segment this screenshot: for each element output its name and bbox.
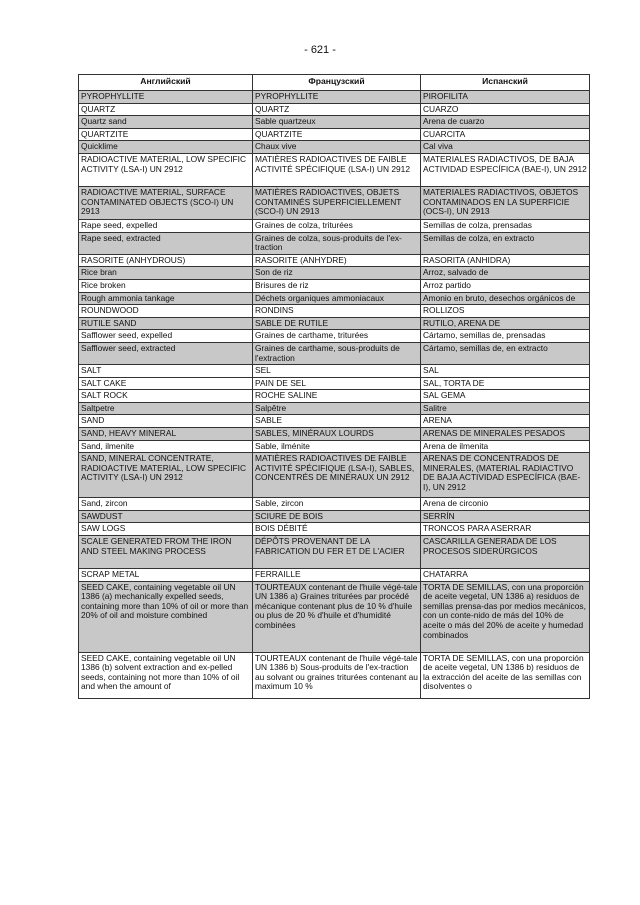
- cell-spanish: Amonio en bruto, desechos orgánicos de: [421, 292, 590, 305]
- table-row: [79, 116, 590, 129]
- terms-table: [78, 74, 590, 699]
- table-row: [79, 536, 590, 569]
- cell-english: Saltpetre: [79, 402, 253, 415]
- cell-spanish: SERRÍN: [421, 510, 590, 523]
- cell-english: SAND, MINERAL CONCENTRATE, RADIOACTIVE MATERIAL, LOW SPECIFIC ACTIVITY (LSA-I) UN 2912: [79, 453, 253, 498]
- table-row: [79, 415, 590, 428]
- cell-french: Graines de carthame, triturées: [253, 330, 421, 343]
- cell-spanish: Salitre: [421, 402, 590, 415]
- cell-french: QUARTZITE: [253, 128, 421, 141]
- cell-french: MATIÈRES RADIOACTIVES DE FAIBLE ACTIVITÉ SPÉCIFIQUE (LSA-I), SABLES, CONCENTRÉS DE MINÉRAUX UN 2912: [253, 453, 421, 498]
- cell-english: Safflower seed, extracted: [79, 342, 253, 364]
- table-row: [79, 342, 590, 364]
- cell-french: Déchets organiques ammoniacaux: [253, 292, 421, 305]
- cell-french: Graines de colza, sous-produits de l'ex-traction: [253, 232, 421, 254]
- cell-english: Safflower seed, expelled: [79, 330, 253, 343]
- cell-english: SEED CAKE, containing vegetable oil UN 1386 (b) solvent extraction and ex-pelled seeds, containing not more than 10% of oil and when the amount of: [79, 652, 253, 698]
- cell-spanish: Arena de circonio: [421, 498, 590, 511]
- cell-french: MATIÈRES RADIOACTIVES DE FAIBLE ACTIVITÉ SPÉCIFIQUE (LSA-I) UN 2912: [253, 153, 421, 186]
- table-row: [79, 428, 590, 441]
- cell-english: QUARTZ: [79, 103, 253, 116]
- cell-french: Chaux vive: [253, 141, 421, 154]
- cell-english: SEED CAKE, containing vegetable oil UN 1386 (a) mechanically expelled seeds, containing more than 10% of oil or more than 20% of oil and moisture combined: [79, 581, 253, 652]
- table-row: [79, 279, 590, 292]
- cell-spanish: Cártamo, semillas de, prensadas: [421, 330, 590, 343]
- cell-french: RONDINS: [253, 305, 421, 318]
- cell-spanish: Cártamo, semillas de, en extracto: [421, 342, 590, 364]
- cell-french: Salpêtre: [253, 402, 421, 415]
- cell-english: SALT: [79, 365, 253, 378]
- cell-spanish: CUARCITA: [421, 128, 590, 141]
- table-row: [79, 402, 590, 415]
- table-row: [79, 141, 590, 154]
- table-row: [79, 523, 590, 536]
- cell-spanish: MATERIALES RADIACTIVOS, DE BAJA ACTIVIDAD ESPECÍFICA (BAE-I), UN 2912: [421, 153, 590, 186]
- cell-english: SALT ROCK: [79, 390, 253, 403]
- cell-french: Sable, zircon: [253, 498, 421, 511]
- column-header-french: Французский: [253, 75, 421, 91]
- cell-english: SCRAP METAL: [79, 569, 253, 582]
- cell-english: SCALE GENERATED FROM THE IRON AND STEEL MAKING PROCESS: [79, 536, 253, 569]
- cell-french: SABLE: [253, 415, 421, 428]
- cell-spanish: Semillas de colza, prensadas: [421, 219, 590, 232]
- cell-english: RUTILE SAND: [79, 317, 253, 330]
- cell-spanish: Semillas de colza, en extracto: [421, 232, 590, 254]
- table-body: [79, 91, 590, 699]
- page-number: - 621 -: [304, 44, 336, 56]
- table-row: [79, 498, 590, 511]
- table-header: [79, 75, 590, 91]
- cell-french: QUARTZ: [253, 103, 421, 116]
- cell-french: MATIÈRES RADIOACTIVES, OBJETS CONTAMINÉS SUPERFICIELLEMENT (SCO-I) UN 2913: [253, 186, 421, 219]
- table-row: [79, 186, 590, 219]
- cell-french: Graines de colza, triturées: [253, 219, 421, 232]
- cell-french: Son de riz: [253, 267, 421, 280]
- cell-french: RASORITE (ANHYDRE): [253, 254, 421, 267]
- table-row: [79, 365, 590, 378]
- cell-french: Brisures de riz: [253, 279, 421, 292]
- table-row: [79, 581, 590, 652]
- cell-english: PYROPHYLLITE: [79, 91, 253, 104]
- cell-english: SALT CAKE: [79, 377, 253, 390]
- cell-french: Graines de carthame, sous-produits de l'extraction: [253, 342, 421, 364]
- cell-spanish: RASORITA (ANHIDRA): [421, 254, 590, 267]
- cell-french: SABLE DE RUTILE: [253, 317, 421, 330]
- cell-english: SAND: [79, 415, 253, 428]
- cell-spanish: Arena de ilmenita: [421, 440, 590, 453]
- cell-french: TOURTEAUX contenant de l'huile végé-tale UN 1386 a) Graines triturées par procédé mécanique contenant plus de 10 % d'huile ou plus de 20 % d'huile et d'humidité combinées: [253, 581, 421, 652]
- cell-spanish: RUTILO, ARENA DE: [421, 317, 590, 330]
- cell-french: BOIS DÉBITÉ: [253, 523, 421, 536]
- table-row: [79, 103, 590, 116]
- cell-spanish: Cal viva: [421, 141, 590, 154]
- cell-spanish: CASCARILLA GENERADA DE LOS PROCESOS SIDERÚRGICOS: [421, 536, 590, 569]
- cell-french: SCIURE DE BOIS: [253, 510, 421, 523]
- cell-english: Sand, ilmenite: [79, 440, 253, 453]
- cell-spanish: MATERIALES RADIACTIVOS, OBJETOS CONTAMINADOS EN LA SUPERFICIE (OCS-I), UN 2913: [421, 186, 590, 219]
- cell-spanish: ARENAS DE CONCENTRADOS DE MINERALES, (MATERIAL RADIACTIVO DE BAJA ACTIVIDAD ESPECÍFICA (BAE-I), UN 2912: [421, 453, 590, 498]
- cell-english: Quartz sand: [79, 116, 253, 129]
- table-row: [79, 652, 590, 698]
- table-row: [79, 267, 590, 280]
- cell-spanish: CHATARRA: [421, 569, 590, 582]
- cell-french: ROCHE SALINE: [253, 390, 421, 403]
- cell-spanish: TRONCOS PARA ASERRAR: [421, 523, 590, 536]
- cell-english: QUARTZITE: [79, 128, 253, 141]
- cell-english: Rice broken: [79, 279, 253, 292]
- table-row: [79, 219, 590, 232]
- table-row: [79, 390, 590, 403]
- cell-french: TOURTEAUX contenant de l'huile végé-tale UN 1386 b) Sous-produits de l'ex-traction au solvant ou graines triturées contenant au maximum 10 %: [253, 652, 421, 698]
- cell-french: FERRAILLE: [253, 569, 421, 582]
- table-row: [79, 128, 590, 141]
- cell-english: RADIOACTIVE MATERIAL, SURFACE CONTAMINATED OBJECTS (SCO-I) UN 2913: [79, 186, 253, 219]
- table-row: [79, 91, 590, 104]
- cell-english: Quicklime: [79, 141, 253, 154]
- table-row: [79, 377, 590, 390]
- cell-english: SAW LOGS: [79, 523, 253, 536]
- cell-english: SAWDUST: [79, 510, 253, 523]
- cell-english: ROUNDWOOD: [79, 305, 253, 318]
- table-row: [79, 305, 590, 318]
- table-row: [79, 510, 590, 523]
- cell-french: Sable, ilménite: [253, 440, 421, 453]
- cell-spanish: Arroz, salvado de: [421, 267, 590, 280]
- cell-spanish: PIROFILITA: [421, 91, 590, 104]
- table-row: [79, 292, 590, 305]
- cell-spanish: TORTA DE SEMILLAS, con una proporción de aceite vegetal, UN 1386 b) residuos de la extracción del aceite de las semillas con disolventes o: [421, 652, 590, 698]
- cell-french: SABLES, MINÉRAUX LOURDS: [253, 428, 421, 441]
- cell-english: Rape seed, expelled: [79, 219, 253, 232]
- cell-spanish: ARENAS DE MINERALES PESADOS: [421, 428, 590, 441]
- cell-spanish: Arroz partido: [421, 279, 590, 292]
- cell-spanish: ARENA: [421, 415, 590, 428]
- cell-english: Rape seed, extracted: [79, 232, 253, 254]
- table-row: [79, 330, 590, 343]
- cell-french: PYROPHYLLITE: [253, 91, 421, 104]
- table-row: [79, 569, 590, 582]
- cell-spanish: CUARZO: [421, 103, 590, 116]
- table-row: [79, 453, 590, 498]
- cell-spanish: SAL, TORTA DE: [421, 377, 590, 390]
- column-header-english: Английский: [79, 75, 253, 91]
- cell-spanish: ROLLIZOS: [421, 305, 590, 318]
- cell-spanish: TORTA DE SEMILLAS, con una proporción de aceite vegetal, UN 1386 a) residuos de semillas prensa-das por medios mecánicos, con un conte-nido de más del 10% de aceite o más del 20% de aceite y humedad combinados: [421, 581, 590, 652]
- table-row: [79, 232, 590, 254]
- cell-english: Rough ammonia tankage: [79, 292, 253, 305]
- table-row: [79, 317, 590, 330]
- cell-english: Rice bran: [79, 267, 253, 280]
- cell-english: Sand, zircon: [79, 498, 253, 511]
- table-row: [79, 440, 590, 453]
- cell-english: RASORITE (ANHYDROUS): [79, 254, 253, 267]
- cell-french: PAIN DE SEL: [253, 377, 421, 390]
- table-row: [79, 254, 590, 267]
- cell-spanish: SAL: [421, 365, 590, 378]
- table-row: [79, 153, 590, 186]
- cell-spanish: Arena de cuarzo: [421, 116, 590, 129]
- cell-french: DÉPÔTS PROVENANT DE LA FABRICATION DU FER ET DE L'ACIER: [253, 536, 421, 569]
- cell-spanish: SAL GEMA: [421, 390, 590, 403]
- cell-english: RADIOACTIVE MATERIAL, LOW SPECIFIC ACTIVITY (LSA-I) UN 2912: [79, 153, 253, 186]
- cell-french: Sable quartzeux: [253, 116, 421, 129]
- column-header-spanish: Испанский: [421, 75, 590, 91]
- cell-english: SAND, HEAVY MINERAL: [79, 428, 253, 441]
- cell-french: SEL: [253, 365, 421, 378]
